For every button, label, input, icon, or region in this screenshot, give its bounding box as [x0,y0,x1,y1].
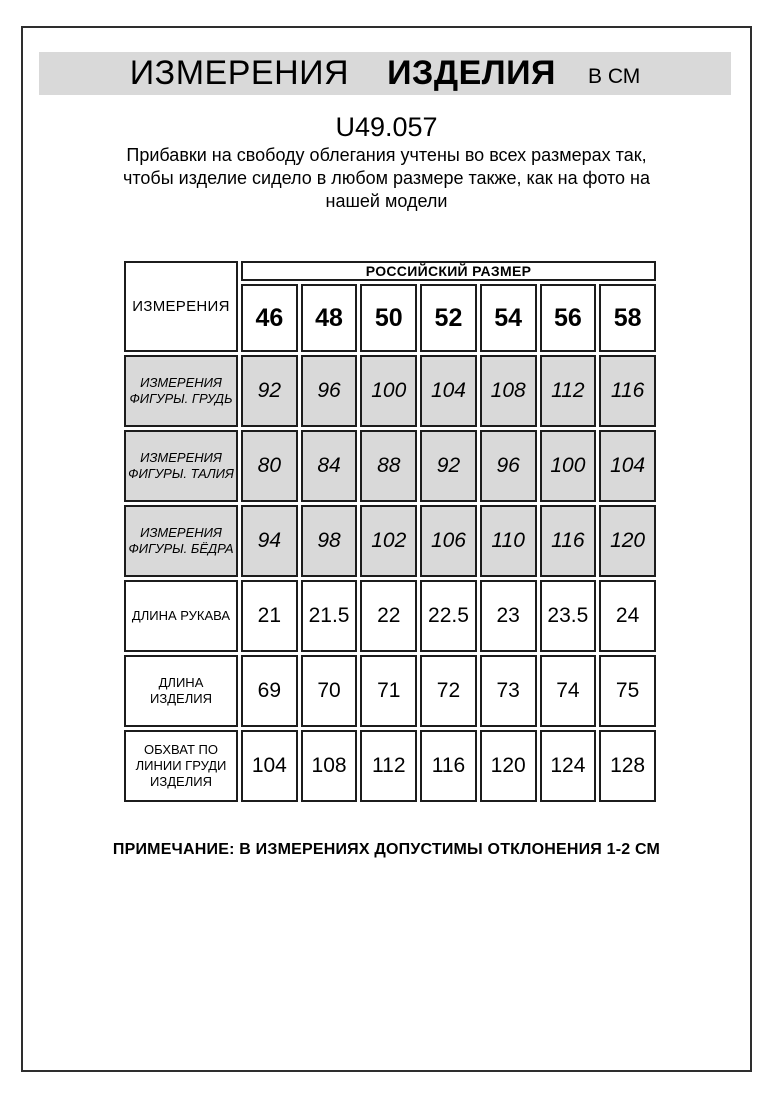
subtitle-line: Прибавки на свободу облегания учтены во всех размерах так, [126,145,647,165]
value-cell: 84 [301,430,358,502]
value-cell: 116 [540,505,597,577]
value-cell: 106 [420,505,477,577]
value-cell: 22.5 [420,580,477,652]
value-cell: 96 [480,430,537,502]
value-cell: 108 [301,730,358,802]
size-header-54: 54 [480,284,537,352]
value-cell: 69 [241,655,298,727]
value-cell: 112 [360,730,417,802]
size-header-56: 56 [540,284,597,352]
row-label: ИЗМЕРЕНИЯ ФИГУРЫ. ГРУДЬ [124,355,238,427]
value-cell: 94 [241,505,298,577]
value-cell: 104 [420,355,477,427]
row-label: ИЗМЕРЕНИЯ ФИГУРЫ. БЁДРА [124,505,238,577]
value-cell: 22 [360,580,417,652]
value-cell: 92 [420,430,477,502]
corner-header-cell: ИЗМЕРЕНИЯ [124,261,238,352]
row-label: ДЛИНА РУКАВА [124,580,238,652]
size-header-46: 46 [241,284,298,352]
value-cell: 92 [241,355,298,427]
value-cell: 116 [420,730,477,802]
value-cell: 71 [360,655,417,727]
table-row [124,580,656,652]
value-cell: 120 [480,730,537,802]
table-row [124,505,656,577]
size-header-50: 50 [360,284,417,352]
note-text: ПРИМЕЧАНИЕ: В ИЗМЕРЕНИЯХ ДОПУСТИМЫ ОТКЛОНЕНИЯ 1-2 СМ [112,841,661,858]
value-cell: 21 [241,580,298,652]
article-code: U49.057 [335,112,438,142]
value-cell: 128 [599,730,656,802]
table-row [124,655,656,727]
size-header-52: 52 [420,284,477,352]
table-body [124,355,656,802]
subtitle-text [23,144,750,213]
title-unit-cm: В СМ [587,64,641,88]
value-cell: 23.5 [540,580,597,652]
value-cell: 96 [301,355,358,427]
page-frame [21,26,752,1072]
value-cell: 112 [540,355,597,427]
russian-size-header-cell: РОССИЙСКИЙ РАЗМЕР [241,261,656,281]
row-label: ОБХВАТ ПО ЛИНИИ ГРУДИ ИЗДЕЛИЯ [124,730,238,802]
value-cell: 110 [480,505,537,577]
value-cell: 21.5 [301,580,358,652]
value-cell: 100 [360,355,417,427]
value-cell: 24 [599,580,656,652]
subtitle-line: чтобы изделие сидело в любом размере также, как на фото на [122,168,651,188]
table-row [124,430,656,502]
group-header-row [124,261,656,281]
subtitle-line: нашей модели [325,191,448,211]
value-cell: 73 [480,655,537,727]
value-cell: 74 [540,655,597,727]
title-bar [39,52,731,95]
value-cell: 124 [540,730,597,802]
size-chart-table [121,258,659,805]
value-cell: 102 [360,505,417,577]
value-cell: 108 [480,355,537,427]
size-header-48: 48 [301,284,358,352]
value-cell: 104 [599,430,656,502]
value-cell: 75 [599,655,656,727]
table-row [124,355,656,427]
value-cell: 88 [360,430,417,502]
table-row [124,730,656,802]
title-word-product: ИЗДЕЛИЯ [387,54,556,92]
value-cell: 120 [599,505,656,577]
row-label: ИЗМЕРЕНИЯ ФИГУРЫ. ТАЛИЯ [124,430,238,502]
value-cell: 70 [301,655,358,727]
value-cell: 72 [420,655,477,727]
size-header-58: 58 [599,284,656,352]
value-cell: 104 [241,730,298,802]
title-word-measurements: ИЗМЕРЕНИЯ [129,54,350,92]
value-cell: 116 [599,355,656,427]
value-cell: 98 [301,505,358,577]
row-label: ДЛИНА ИЗДЕЛИЯ [124,655,238,727]
value-cell: 23 [480,580,537,652]
value-cell: 80 [241,430,298,502]
value-cell: 100 [540,430,597,502]
